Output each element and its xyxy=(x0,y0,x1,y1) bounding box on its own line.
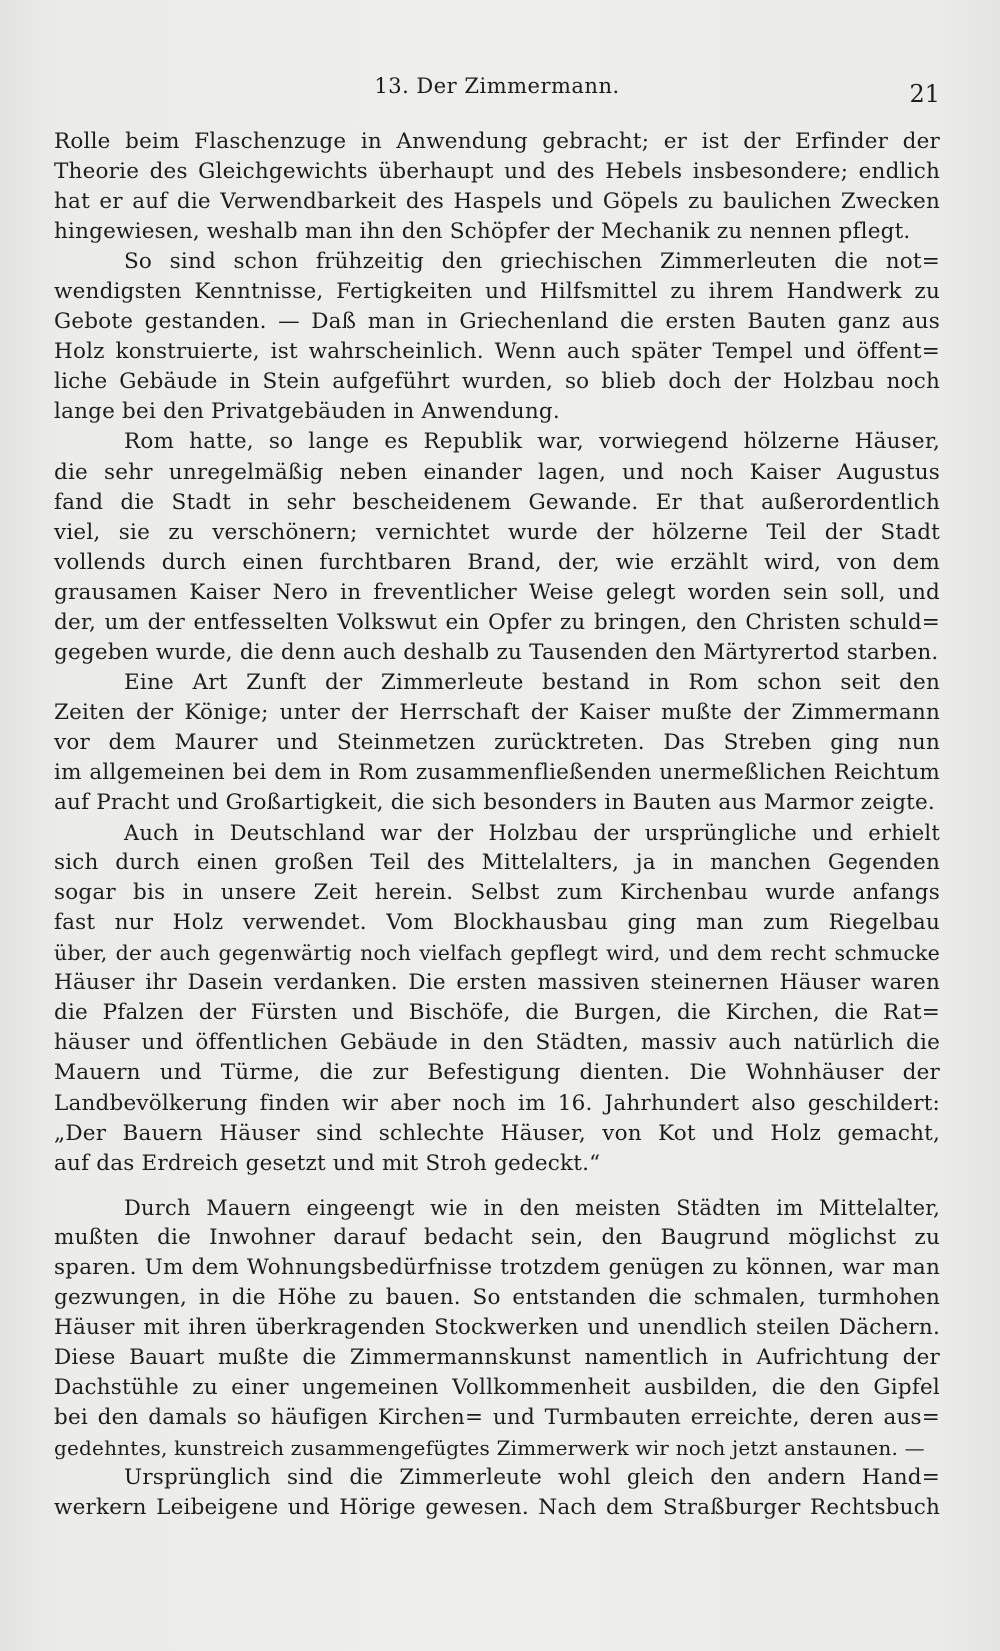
text-line: viel, sie zu verschönern; vernichtet wurde der hölzerne Teil der Stadt xyxy=(54,519,940,545)
text-line: Mauern und Türme, die zur Befestigung dienten. Die Wohnhäuser der xyxy=(54,1060,940,1086)
text-line: die Pfalzen der Fürsten und Bischöfe, die Burgen, die Kirchen, die Rat= xyxy=(54,1000,940,1026)
text-line: Gebote gestanden. — Daß man in Griechenland die ersten Bauten ganz aus xyxy=(54,309,940,335)
text-line: gedehntes, kunstreich zusammengefügtes Zimmerwerk wir noch jetzt anstaunen. — xyxy=(54,1436,925,1461)
text-line: Durch Mauern eingeengt wie in den meisten Städten im Mittelalter, xyxy=(124,1195,940,1220)
text-line: Eine Art Zunft der Zimmerleute bestand in Rom schon seit den xyxy=(124,669,940,695)
text-line: Rom hatte, so lange es Republik war, vorwiegend hölzerne Häuser, xyxy=(124,429,940,455)
text-line: Häuser ihr Dasein verdanken. Die ersten massiven steinernen Häuser waren xyxy=(54,970,940,996)
text-line: So sind schon frühzeitig den griechischen Zimmerleuten die not= xyxy=(124,249,940,275)
text-line: häuser und öffentlichen Gebäude in den Städten, massiv auch natürlich die xyxy=(54,1030,940,1056)
paragraph xyxy=(54,247,940,427)
text-line: liche Gebäude in Stein aufgeführt wurden, so blieb doch der Holzbau noch xyxy=(54,369,940,395)
text-line: gezwungen, in die Höhe zu bauen. So entstanden die schmalen, turmhohen xyxy=(54,1284,940,1310)
text-line: mußten die Inwohner darauf bedacht sein, den Baugrund möglichst zu xyxy=(54,1224,940,1250)
running-head: 13. Der Zimmermann. xyxy=(374,74,620,98)
text-line: gegeben wurde, die denn auch deshalb zu Tausenden den Märtyrertod starben. xyxy=(54,639,939,665)
page-number: 21 xyxy=(909,80,940,108)
text-line: fast nur Holz verwendet. Vom Blockhausbau ging man zum Riegelbau xyxy=(54,910,940,936)
text-line: auf Pracht und Großartigkeit, die sich besonders in Bauten aus Marmor zeigte. xyxy=(54,790,935,816)
paragraph xyxy=(54,1193,940,1463)
paragraph xyxy=(54,127,940,247)
text-line: sich durch einen großen Teil des Mittelalters, ja in manchen Gegenden xyxy=(54,850,940,876)
text-line: Landbevölkerung finden wir aber noch im 16. Jahrhundert also geschildert: xyxy=(54,1090,940,1116)
text-line: wendigsten Kenntnisse, Fertigkeiten und Hilfsmittel zu ihrem Handwerk zu xyxy=(54,279,940,305)
text-line: Theorie des Gleichgewichts überhaupt und des Hebels insbesondere; endlich xyxy=(54,159,940,185)
text-line: hingewiesen, weshalb man ihn den Schöpfer der Mechanik zu nennen pflegt. xyxy=(54,219,911,245)
text-line: Häuser mit ihren überkragenden Stockwerken und unendlich steilen Dächern. xyxy=(54,1314,940,1340)
text-line: Dachstühle zu einer ungemeinen Vollkommenheit ausbilden, die den Gipfel xyxy=(54,1374,940,1400)
body-text xyxy=(54,127,940,1523)
text-line: fand die Stadt in sehr bescheidenem Gewande. Er that außerordentlich xyxy=(54,489,940,515)
text-line: hat er auf die Verwendbarkeit des Haspels und Göpels zu baulichen Zwecken xyxy=(54,189,940,215)
text-line: Rolle beim Flaschenzuge in Anwendung gebracht; er ist der Erfinder der xyxy=(54,129,940,154)
paragraph xyxy=(54,427,940,667)
paragraph xyxy=(54,1463,940,1523)
paragraph xyxy=(54,818,940,1179)
text-line: grausamen Kaiser Nero in freventlicher Weise gelegt worden sein soll, und xyxy=(54,579,940,605)
text-line: vor dem Maurer und Steinmetzen zurücktreten. Das Streben ging nun xyxy=(54,729,940,755)
text-line: Ursprünglich sind die Zimmerleute wohl gleich den andern Hand= xyxy=(124,1465,940,1491)
text-line: auf das Erdreich gesetzt und mit Stroh gedeckt.“ xyxy=(54,1150,601,1176)
text-line: der, um der entfesselten Volkswut ein Opfer zu bringen, den Christen schuld= xyxy=(54,609,940,635)
text-line: werkern Leibeigene und Hörige gewesen. Nach dem Straßburger Rechtsbuch xyxy=(54,1495,940,1521)
text-line: sogar bis in unsere Zeit herein. Selbst zum Kirchenbau wurde anfangs xyxy=(54,880,940,906)
text-line: vollends durch einen furchtbaren Brand, der, wie erzählt wird, von dem xyxy=(54,549,940,575)
text-line: Zeiten der Könige; unter der Herrschaft der Kaiser mußte der Zimmermann xyxy=(54,699,940,725)
text-line: „Der Bauern Häuser sind schlechte Häuser, von Kot und Holz gemacht, xyxy=(54,1120,940,1146)
text-line: im allgemeinen bei dem in Rom zusammenfließenden unermeßlichen Reichtum xyxy=(54,759,940,785)
text-line: Diese Bauart mußte die Zimmermannskunst namentlich in Aufrichtung der xyxy=(54,1344,940,1370)
text-line: Holz konstruierte, ist wahrscheinlich. Wenn auch später Tempel und öffent= xyxy=(54,339,940,365)
text-line: lange bei den Privatgebäuden in Anwendung. xyxy=(54,399,560,425)
text-line: über, der auch gegenwärtig noch vielfach gepflegt wird, und dem recht schmucke xyxy=(54,941,940,966)
paragraph xyxy=(54,668,940,818)
page-header xyxy=(54,70,940,110)
text-line: sparen. Um dem Wohnungsbedürfnisse trotzdem genügen zu können, war man xyxy=(54,1254,940,1280)
paragraph-gap xyxy=(54,1179,940,1193)
text-line: die sehr unregelmäßig neben einander lagen, und noch Kaiser Augustus xyxy=(54,459,940,485)
text-line: Auch in Deutschland war der Holzbau der ursprüngliche und erhielt xyxy=(124,821,940,846)
text-line: bei den damals so häufigen Kirchen= und Turmbauten erreichte, deren aus= xyxy=(54,1404,940,1430)
